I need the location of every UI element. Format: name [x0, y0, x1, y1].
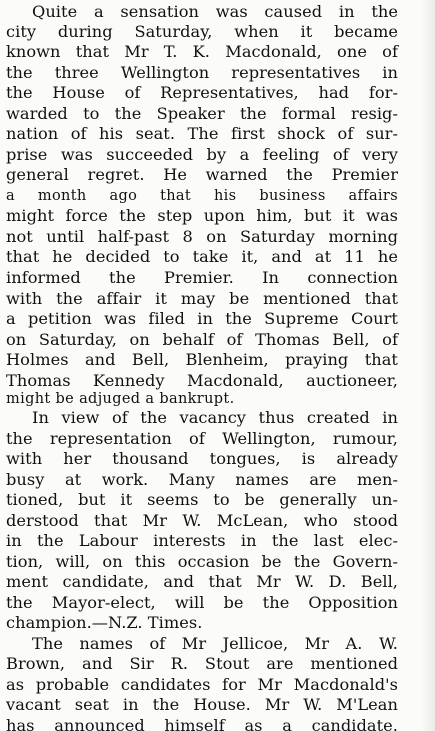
article-line: tion, will, on this occasion be the Govern-: [6, 552, 398, 571]
article-line: champion.—N.Z. Times.: [6, 613, 203, 632]
article-line: known that Mr T. K. Macdonald, one of: [6, 42, 398, 61]
article-line: Brown, and Sir R. Stout are mentioned: [6, 654, 398, 673]
article-line: warded to the Speaker the formal resig-: [6, 104, 398, 123]
article-line: In view of the vacancy thus created in: [32, 408, 398, 427]
article-line: prise was succeeded by a feeling of very: [6, 145, 398, 164]
article-line: informed the Premier. In connection: [6, 268, 398, 287]
article-line: that he decided to take it, and at 11 he: [6, 247, 398, 266]
article-line: might force the step upon him, but it was: [6, 206, 398, 225]
article-line: vacant seat in the House. Mr W. M'Lean: [6, 695, 398, 714]
article-line: a month ago that his business affairs: [6, 188, 398, 204]
article-line: Thomas Kennedy Macdonald, auctioneer,: [6, 371, 398, 390]
article-line: tioned, but it seems to be generally un-: [6, 490, 398, 509]
article-line: might be adjuged a bankrupt.: [6, 391, 235, 407]
article-line: a petition was filed in the Supreme Court: [6, 309, 398, 328]
article-line: the Mayor-elect, will be the Opposition: [6, 593, 398, 612]
article-line: the representation of Wellington, rumour,: [6, 429, 398, 448]
article-line: The names of Mr Jellicoe, Mr A. W.: [32, 634, 398, 653]
article-line: city during Saturday, when it became: [6, 22, 398, 41]
article-line: ment candidate, and that Mr W. D. Bell,: [6, 572, 398, 591]
article-line: not until half-past 8 on Saturday morning: [6, 227, 398, 246]
article-line: nation of his seat. The first shock of sur-: [6, 124, 398, 143]
article-line: the three Wellington representatives in: [6, 63, 398, 82]
article-line: derstood that Mr W. McLean, who stood: [6, 511, 398, 530]
article-line: on Saturday, on behalf of Thomas Bell, of: [6, 330, 398, 349]
article-line: has announced himself as a candidate.: [6, 716, 398, 731]
article-line: Quite a sensation was caused in the: [32, 2, 398, 21]
article-line: general regret. He warned the Premier: [6, 165, 398, 184]
article-line: Holmes and Bell, Blenheim, praying that: [6, 350, 398, 369]
article-line: with her thousand tongues, is already: [6, 449, 398, 468]
article-line: busy at work. Many names are men-: [6, 470, 398, 489]
article-line: with the affair it may be mentioned that: [6, 289, 398, 308]
article-line: the House of Representatives, had for-: [6, 83, 398, 102]
article-line: in the Labour interests in the last elec-: [6, 531, 398, 550]
article-line: as probable candidates for Mr Macdonald's: [6, 675, 398, 694]
